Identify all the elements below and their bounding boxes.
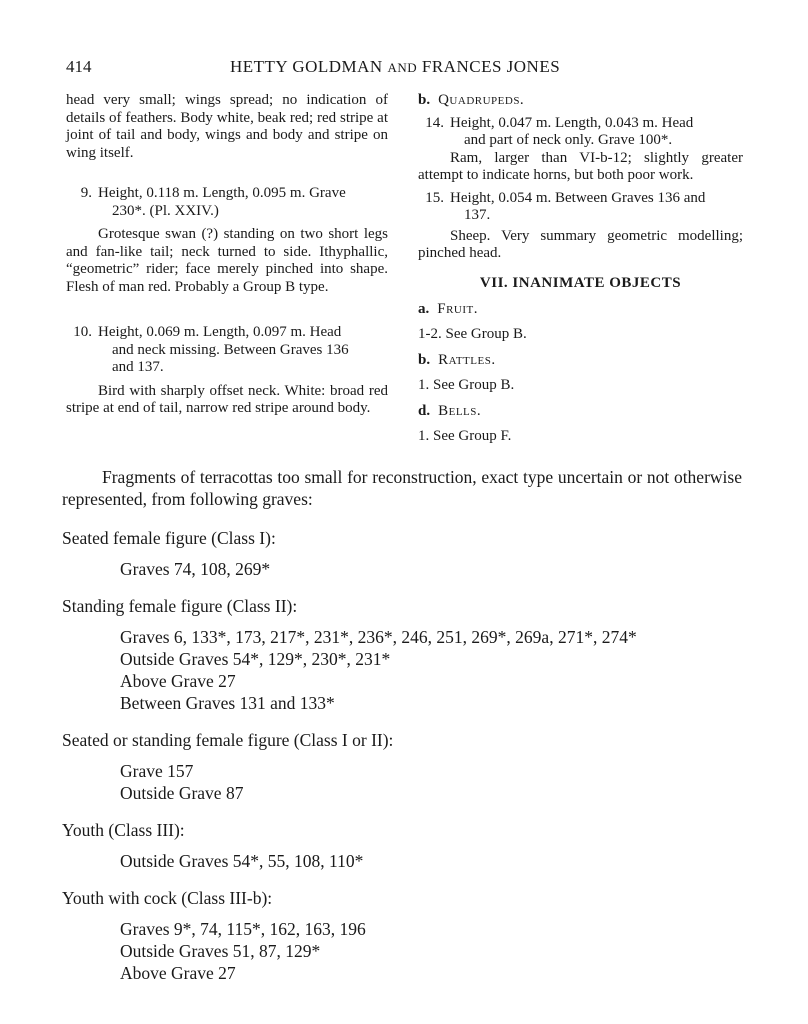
fragment-group-seated xyxy=(62,527,742,580)
entry-number: 10. xyxy=(73,324,92,340)
section-heading-inanimate: VII. INANIMATE OBJECTS xyxy=(479,274,682,291)
section-fruit xyxy=(418,301,743,319)
fragment-group-youth-with-cock xyxy=(62,887,742,984)
group-label: Youth with cock (Class III-b): xyxy=(62,888,273,908)
group-line: Outside Graves 54*, 55, 108, 110* xyxy=(120,851,364,871)
entry-10 xyxy=(66,324,388,377)
entry-14 xyxy=(418,115,743,150)
page-number: 414 xyxy=(66,57,92,76)
entry-15 xyxy=(418,190,743,225)
group-line: Outside Graves 51, 87, 129* xyxy=(120,941,321,961)
group-label: Standing female figure (Class II): xyxy=(62,596,298,616)
group-line: Graves 6, 133*, 173, 217*, 231*, 236*, 246, 251, 269*, 269a, 271*, 274* xyxy=(120,627,637,647)
group-label: Seated female figure (Class I): xyxy=(62,528,276,548)
section-letter: b. xyxy=(418,92,431,108)
entry-line: 230*. (Pl. XXIV.) xyxy=(112,202,219,219)
entry-number: 9. xyxy=(80,185,92,201)
fragment-group-youth xyxy=(62,819,742,872)
group-label: Youth (Class III): xyxy=(62,820,185,840)
group-line: Grave 157 xyxy=(120,761,194,781)
fragment-groups xyxy=(62,527,742,984)
entry-9-description: Grotesque swan (?) standing on two short legs and fan-like tail; neck turned to side. Ithyphallic, “geometric” rider; face merely pinched into shape. Flesh of man red. Probably a Group B type. xyxy=(66,226,388,295)
entry-14-description: Ram, larger than VI-b-12; slightly greater attempt to indicate horns, but both poor work. xyxy=(418,149,743,183)
entry-line: and neck missing. Between Graves 136 xyxy=(112,341,349,358)
running-head xyxy=(230,57,560,77)
section-bells xyxy=(418,403,743,421)
section-letter: a. xyxy=(418,301,430,317)
group-line: Above Grave 27 xyxy=(120,963,236,983)
entry-line: Height, 0.069 m. Length, 0.097 m. Head xyxy=(98,324,342,340)
entry-line: 137. xyxy=(464,207,491,223)
running-head-part1: HETTY GOLDMAN xyxy=(230,57,388,76)
group-line: Between Graves 131 and 133* xyxy=(120,693,335,713)
entry-line: Height, 0.118 m. Length, 0.095 m. Grave xyxy=(98,185,346,201)
entry-line: and part of neck only. Grave 100*. xyxy=(464,132,673,148)
section-label: Rattles. xyxy=(438,352,496,368)
fruit-item: 1-2. See Group B. xyxy=(418,325,527,342)
running-head-part2: FRANCES JONES xyxy=(417,57,561,76)
group-label: Seated or standing female figure (Class I or II): xyxy=(62,730,394,750)
entry-line: Height, 0.054 m. Between Graves 136 and xyxy=(450,189,706,206)
group-line: Outside Grave 87 xyxy=(120,783,244,803)
entry-line: and 137. xyxy=(112,359,164,375)
left-column xyxy=(66,92,388,418)
section-rattles xyxy=(418,352,743,370)
section-label: Bells. xyxy=(438,403,482,419)
continuation-paragraph: head very small; wings spread; no indication of details of feathers. Body white, beak red; red stripe at joint of tail and body, wings and body and stripe on wing itself. xyxy=(66,92,388,161)
entry-10-description: Bird with sharply offset neck. White: broad red stripe at end of tail, narrow red stripe around body. xyxy=(66,382,388,416)
right-column xyxy=(418,92,743,445)
fragments-intro: Fragments of terracottas too small for reconstruction, exact type uncertain or not otherwise represented, from following graves: xyxy=(62,467,742,509)
fragment-group-seated-or-standing xyxy=(62,729,742,804)
entry-line: Height, 0.047 m. Length, 0.043 m. Head xyxy=(450,114,694,131)
section-quadrupeds xyxy=(418,92,743,110)
section-letter: b. xyxy=(418,352,431,368)
section-label: Quadrupeds. xyxy=(438,92,525,108)
group-line: Above Grave 27 xyxy=(120,671,236,691)
entry-number: 14. xyxy=(425,114,444,131)
running-head-and: AND xyxy=(387,60,418,75)
bells-item: 1. See Group F. xyxy=(418,427,512,444)
entry-15-description: Sheep. Very summary geometric modelling; pinched head. xyxy=(418,227,743,261)
entry-9 xyxy=(66,185,388,220)
fragment-group-standing xyxy=(62,595,742,714)
section-label: Fruit. xyxy=(437,301,479,317)
rattles-item: 1. See Group B. xyxy=(418,376,515,393)
group-line: Outside Graves 54*, 129*, 230*, 231* xyxy=(120,649,391,669)
group-line: Graves 9*, 74, 115*, 162, 163, 196 xyxy=(120,919,366,939)
group-line: Graves 74, 108, 269* xyxy=(120,559,271,579)
section-letter: d. xyxy=(418,403,431,419)
entry-number: 15. xyxy=(425,189,444,206)
